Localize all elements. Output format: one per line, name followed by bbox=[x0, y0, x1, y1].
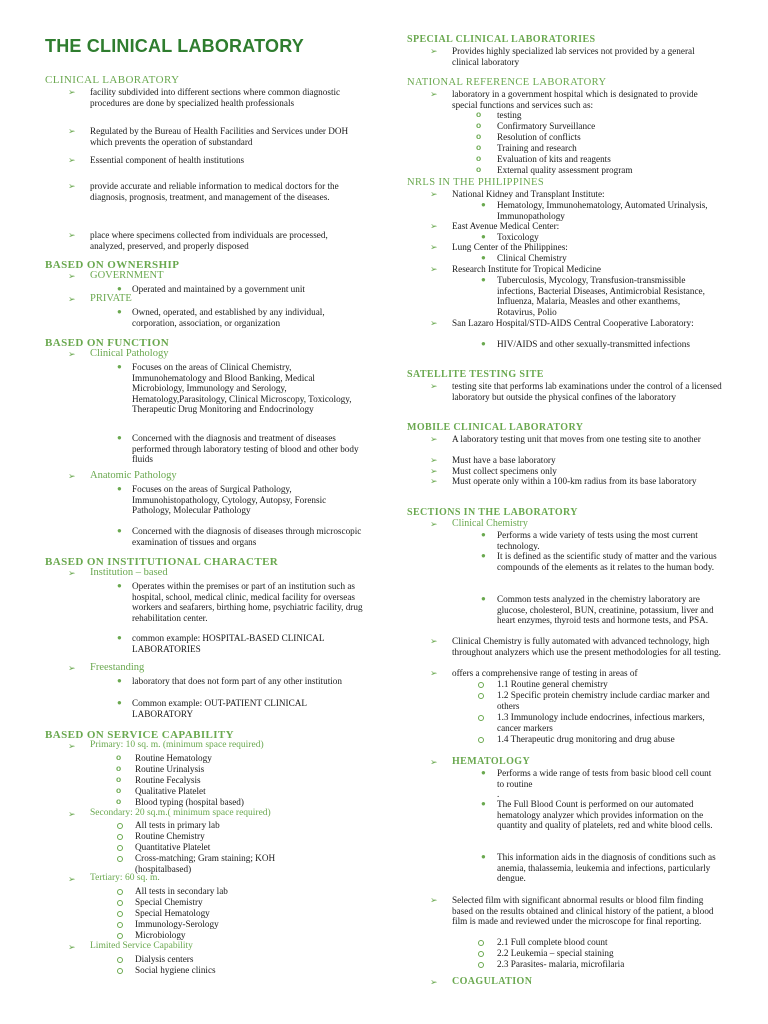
section-heading-nrl: NATIONAL REFERENCE LABORATORY bbox=[407, 77, 607, 88]
list-item: Lung Center of the Philippines: bbox=[452, 242, 568, 252]
arrow-bullet-icon: ➢ bbox=[430, 636, 438, 646]
bullet-dot-icon: ● bbox=[117, 676, 122, 685]
arrow-bullet-icon: ➢ bbox=[430, 519, 438, 529]
arrow-bullet-icon: ➢ bbox=[68, 230, 76, 240]
arrow-bullet-icon: ➢ bbox=[68, 663, 76, 673]
ring-bullet-icon bbox=[117, 968, 123, 974]
arrow-bullet-icon: ➢ bbox=[68, 87, 76, 97]
list-item: San Lazaro Hospital/STD-AIDS Central Cooperative Laboratory: bbox=[452, 318, 694, 328]
circle-bullet-icon: o bbox=[116, 752, 122, 762]
arrow-bullet-icon: ➢ bbox=[68, 126, 76, 136]
section-heading-nrls: NRLS IN THE PHILIPPINES bbox=[407, 177, 545, 188]
list-item: Toxicology bbox=[497, 232, 539, 242]
circle-bullet-icon: o bbox=[476, 164, 482, 174]
subheading-clinical-pathology: Clinical Pathology bbox=[90, 348, 169, 359]
list-item: External quality assessment program bbox=[497, 165, 633, 175]
section-heading-ownership: BASED ON OWNERSHIP bbox=[45, 259, 180, 271]
arrow-bullet-icon: ➢ bbox=[68, 741, 76, 751]
list-item: Routine Chemistry bbox=[135, 831, 205, 841]
list-item: Selected film with significant abnormal results or blood film finding based on the results obtained and clinical history of the patient, a blood film is made and reviewed under the microscope for final reporting. bbox=[452, 895, 714, 927]
circle-bullet-icon: o bbox=[476, 120, 482, 130]
arrow-bullet-icon: ➢ bbox=[68, 181, 76, 191]
bullet-dot-icon: ● bbox=[481, 799, 486, 808]
list-item: laboratory that does not form part of any other institution bbox=[132, 676, 342, 686]
list-item: laboratory in a government hospital which is designated to provide special functions and services such as: bbox=[452, 89, 698, 110]
list-item: Routine Fecalysis bbox=[135, 775, 201, 785]
list-item: The Full Blood Count is performed on our automated hematology analyzer which provides information on the quantity and quality of platelets, red and white blood cells. bbox=[497, 799, 713, 831]
list-item: Special Hematology bbox=[135, 908, 210, 918]
list-item: 1.2 Specific protein chemistry include cardiac marker and others bbox=[497, 690, 710, 711]
bullet-dot-icon: ● bbox=[481, 200, 486, 209]
arrow-bullet-icon: ➢ bbox=[430, 434, 438, 444]
circle-bullet-icon: o bbox=[116, 785, 122, 795]
arrow-bullet-icon: ➢ bbox=[68, 874, 76, 884]
subheading-clinical-chemistry: Clinical Chemistry bbox=[452, 518, 528, 529]
bullet-dot-icon: ● bbox=[481, 852, 486, 861]
subheading-anatomic-pathology: Anatomic Pathology bbox=[90, 470, 177, 481]
list-item: 1.3 Immunology include endocrines, infectious markers, cancer markers bbox=[497, 712, 705, 733]
list-item: Quantitative Platelet bbox=[135, 842, 211, 852]
section-heading-mobile: MOBILE CLINICAL LABORATORY bbox=[407, 422, 584, 433]
bullet-dot-icon: ● bbox=[117, 362, 122, 371]
list-item: This information aids in the diagnosis of conditions such as anemia, thalassemia, leukemia and infections, particularly dengue. bbox=[497, 852, 716, 884]
list-item: Provides highly specialized lab services not provided by a general clinical laboratory bbox=[452, 46, 695, 67]
ring-bullet-icon bbox=[117, 911, 123, 917]
list-item: testing bbox=[497, 110, 522, 120]
circle-bullet-icon: o bbox=[476, 131, 482, 141]
bullet-dot-icon: ● bbox=[117, 433, 122, 442]
list-item: Concerned with the diagnosis of diseases through microscopic examination of tissues and organs bbox=[132, 526, 362, 547]
list-item: . bbox=[497, 789, 500, 799]
arrow-bullet-icon: ➢ bbox=[430, 757, 438, 767]
list-item: place where specimens collected from individuals are processed, analyzed, preserved, and properly disposed bbox=[90, 230, 328, 251]
list-item: Must collect specimens only bbox=[452, 466, 557, 476]
list-item: Regulated by the Bureau of Health Facilities and Services under DOH which prevents the operation of substandard bbox=[90, 126, 349, 147]
list-item: Performs a wide range of tests from basic blood cell count to routine bbox=[497, 768, 712, 789]
list-item: Performs a wide variety of tests using the most current technology. bbox=[497, 530, 698, 551]
list-item: Research Institute for Tropical Medicine bbox=[452, 264, 602, 274]
list-item: Operated and maintained by a government unit bbox=[132, 284, 305, 294]
ring-bullet-icon bbox=[117, 957, 123, 963]
list-item: facility subdivided into different sections where common diagnostic procedures are done by specialized health professionals bbox=[90, 87, 341, 108]
section-heading-institutional: BASED ON INSTITUTIONAL CHARACTER bbox=[45, 556, 279, 568]
section-heading-service: BASED ON SERVICE CAPABILITY bbox=[45, 729, 234, 741]
list-item: Confirmatory Surveillance bbox=[497, 121, 596, 131]
list-item: Clinical Chemistry is fully automated with advanced technology, high throughout analyzers which use the present methodologies for all testing. bbox=[452, 636, 721, 657]
arrow-bullet-icon: ➢ bbox=[430, 476, 438, 486]
list-item: Qualitative Platelet bbox=[135, 786, 206, 796]
arrow-bullet-icon: ➢ bbox=[68, 294, 76, 304]
list-item: common example: HOSPITAL-BASED CLINICAL LABORATORIES bbox=[132, 633, 325, 654]
ring-bullet-icon bbox=[478, 951, 484, 957]
list-item: All tests in primary lab bbox=[135, 820, 220, 830]
list-item: 2.2 Leukemia – special staining bbox=[497, 948, 614, 958]
bullet-dot-icon: ● bbox=[481, 232, 486, 241]
section-heading-clinical-lab: CLINICAL LABORATORY bbox=[45, 74, 180, 86]
ring-bullet-icon bbox=[117, 823, 123, 829]
list-item: Owned, operated, and established by any individual, corporation, association, or organization bbox=[132, 307, 325, 328]
list-item: Training and research bbox=[497, 143, 577, 153]
list-item: All tests in secondary lab bbox=[135, 886, 228, 896]
list-item: Routine Urinalysis bbox=[135, 764, 205, 774]
ring-bullet-icon bbox=[478, 682, 484, 688]
list-item: provide accurate and reliable information to medical doctors for the diagnosis, prognosis, treatment, and management of the diseases. bbox=[90, 181, 339, 202]
list-item: offers a comprehensive range of testing in areas of bbox=[452, 668, 638, 678]
arrow-bullet-icon: ➢ bbox=[430, 189, 438, 199]
arrow-bullet-icon: ➢ bbox=[68, 271, 76, 281]
list-item: Social hygiene clinics bbox=[135, 965, 216, 975]
bullet-dot-icon: ● bbox=[117, 581, 122, 590]
arrow-bullet-icon: ➢ bbox=[430, 895, 438, 905]
arrow-bullet-icon: ➢ bbox=[68, 155, 76, 165]
list-item: Microbiology bbox=[135, 930, 186, 940]
list-item: National Kidney and Transplant Institute: bbox=[452, 189, 605, 199]
bullet-dot-icon: ● bbox=[481, 551, 486, 560]
list-item: Must operate only within a 100-km radius from its base laboratory bbox=[452, 476, 697, 486]
ring-bullet-icon bbox=[478, 737, 484, 743]
section-heading-satellite: SATELLITE TESTING SITE bbox=[407, 369, 544, 380]
ring-bullet-icon bbox=[478, 693, 484, 699]
bullet-dot-icon: ● bbox=[481, 275, 486, 284]
ring-bullet-icon bbox=[117, 834, 123, 840]
list-item: Dialysis centers bbox=[135, 954, 194, 964]
bullet-dot-icon: ● bbox=[481, 530, 486, 539]
section-heading-function: BASED ON FUNCTION bbox=[45, 337, 170, 349]
arrow-bullet-icon: ➢ bbox=[68, 471, 76, 481]
subheading-primary: Primary: 10 sq. m. (minimum space required) bbox=[90, 740, 264, 750]
arrow-bullet-icon: ➢ bbox=[430, 242, 438, 252]
bullet-dot-icon: ● bbox=[117, 307, 122, 316]
circle-bullet-icon: o bbox=[476, 153, 482, 163]
list-item: Focuses on the areas of Clinical Chemistry, Immunohematology and Blood Banking, Medical Microbiology, Immunology and Serology, Hematology,Parasitology, Clinical Microscopy, Toxicology, Therapeutic Drug Monitoring and Endocrinology bbox=[132, 362, 352, 415]
subheading-tertiary: Tertiary: 60 sq. m. bbox=[90, 873, 160, 883]
subheading-government: GOVERNMENT bbox=[90, 270, 164, 281]
list-item: A laboratory testing unit that moves from one testing site to another bbox=[452, 434, 701, 444]
circle-bullet-icon: o bbox=[116, 774, 122, 784]
arrow-bullet-icon: ➢ bbox=[430, 264, 438, 274]
subheading-limited: Limited Service Capability bbox=[90, 941, 193, 951]
ring-bullet-icon bbox=[117, 922, 123, 928]
list-item: Special Chemistry bbox=[135, 897, 203, 907]
list-item: Focuses on the areas of Surgical Pathology, Immunohistopathology, Cytology, Autopsy, Forensic Pathology, Molecular Pathology bbox=[132, 484, 327, 516]
arrow-bullet-icon: ➢ bbox=[430, 668, 438, 678]
arrow-bullet-icon: ➢ bbox=[430, 455, 438, 465]
ring-bullet-icon bbox=[117, 889, 123, 895]
list-item: Clinical Chemistry bbox=[497, 253, 567, 263]
arrow-bullet-icon: ➢ bbox=[430, 381, 438, 391]
list-item: Hematology, Immunohematology, Automated Urinalysis, Immunopathology bbox=[497, 200, 708, 221]
page-title: THE CLINICAL LABORATORY bbox=[45, 36, 304, 56]
section-heading-sections: SECTIONS IN THE LABORATORY bbox=[407, 507, 578, 518]
list-item: Resolution of conflicts bbox=[497, 132, 581, 142]
circle-bullet-icon: o bbox=[116, 796, 122, 806]
arrow-bullet-icon: ➢ bbox=[430, 221, 438, 231]
list-item: 2.3 Parasites- malaria, microfilaria bbox=[497, 959, 625, 969]
bullet-dot-icon: ● bbox=[117, 526, 122, 535]
subheading-hematology: HEMATOLOGY bbox=[452, 756, 531, 767]
ring-bullet-icon bbox=[478, 715, 484, 721]
list-item: Evaluation of kits and reagents bbox=[497, 154, 611, 164]
list-item: East Avenue Medical Center: bbox=[452, 221, 560, 231]
arrow-bullet-icon: ➢ bbox=[68, 568, 76, 578]
ring-bullet-icon bbox=[117, 856, 123, 862]
arrow-bullet-icon: ➢ bbox=[430, 977, 438, 987]
subheading-private: PRIVATE bbox=[90, 293, 132, 304]
arrow-bullet-icon: ➢ bbox=[430, 466, 438, 476]
subheading-coagulation: COAGULATION bbox=[452, 976, 533, 987]
bullet-dot-icon: ● bbox=[481, 339, 486, 348]
arrow-bullet-icon: ➢ bbox=[68, 942, 76, 952]
list-item: Must have a base laboratory bbox=[452, 455, 556, 465]
ring-bullet-icon bbox=[117, 933, 123, 939]
list-item: Essential component of health institutions bbox=[90, 155, 245, 165]
list-item: Blood typing (hospital based) bbox=[135, 797, 244, 807]
ring-bullet-icon bbox=[478, 940, 484, 946]
arrow-bullet-icon: ➢ bbox=[430, 46, 438, 56]
circle-bullet-icon: o bbox=[476, 109, 482, 119]
subheading-institution-based: Institution – based bbox=[90, 567, 168, 578]
list-item: Concerned with the diagnosis and treatment of diseases performed through laboratory testing of blood and other body fluids bbox=[132, 433, 359, 465]
arrow-bullet-icon: ➢ bbox=[430, 318, 438, 328]
bullet-dot-icon: ● bbox=[481, 594, 486, 603]
section-heading-special: SPECIAL CLINICAL LABORATORIES bbox=[407, 34, 596, 45]
bullet-dot-icon: ● bbox=[481, 253, 486, 262]
subheading-secondary: Secondary: 20 sq.m.( minimum space required) bbox=[90, 808, 271, 818]
list-item: HIV/AIDS and other sexually-transmitted infections bbox=[497, 339, 690, 349]
list-item: Common tests analyzed in the chemistry laboratory are glucose, cholesterol, BUN, creatinine, potassium, liver and heart enzymes, thyroid tests and hormone tests, and PSA. bbox=[497, 594, 714, 626]
ring-bullet-icon bbox=[478, 962, 484, 968]
list-item: Operates within the premises or part of an institution such as hospital, school, medical clinic, medical facility for overseas workers and seafarers, birthing home, psychiatric facility, drug rehabilitation center. bbox=[132, 581, 363, 623]
arrow-bullet-icon: ➢ bbox=[68, 809, 76, 819]
bullet-dot-icon: ● bbox=[117, 284, 122, 293]
list-item: 1.1 Routine general chemistry bbox=[497, 679, 608, 689]
arrow-bullet-icon: ➢ bbox=[430, 89, 438, 99]
list-item: It is defined as the scientific study of matter and the various compounds of the elements as it relates to the human body. bbox=[497, 551, 717, 572]
subheading-freestanding: Freestanding bbox=[90, 662, 145, 673]
ring-bullet-icon bbox=[117, 900, 123, 906]
bullet-dot-icon: ● bbox=[117, 633, 122, 642]
ring-bullet-icon bbox=[117, 845, 123, 851]
list-item: Tuberculosis, Mycology, Transfusion-transmissible infections, Bacterial Diseases, Antimicrobial Resistance, Influenza, Malaria, Measles and other exanthems, Rotavirus, Polio bbox=[497, 275, 705, 317]
list-item: (hospitalbased) bbox=[135, 864, 192, 874]
bullet-dot-icon: ● bbox=[117, 698, 122, 707]
circle-bullet-icon: o bbox=[476, 142, 482, 152]
bullet-dot-icon: ● bbox=[481, 768, 486, 777]
circle-bullet-icon: o bbox=[116, 763, 122, 773]
list-item: 2.1 Full complete blood count bbox=[497, 937, 608, 947]
list-item: Immunology-Serology bbox=[135, 919, 219, 929]
bullet-dot-icon: ● bbox=[117, 484, 122, 493]
list-item: Common example: OUT-PATIENT CLINICAL LABORATORY bbox=[132, 698, 307, 719]
list-item: Routine Hematology bbox=[135, 753, 212, 763]
list-item: testing site that performs lab examinations under the control of a licensed laboratory but outside the physical confines of the laboratory bbox=[452, 381, 722, 402]
list-item: Cross-matching; Gram staining; KOH bbox=[135, 853, 276, 863]
arrow-bullet-icon: ➢ bbox=[68, 349, 76, 359]
list-item: 1.4 Therapeutic drug monitoring and drug abuse bbox=[497, 734, 675, 744]
